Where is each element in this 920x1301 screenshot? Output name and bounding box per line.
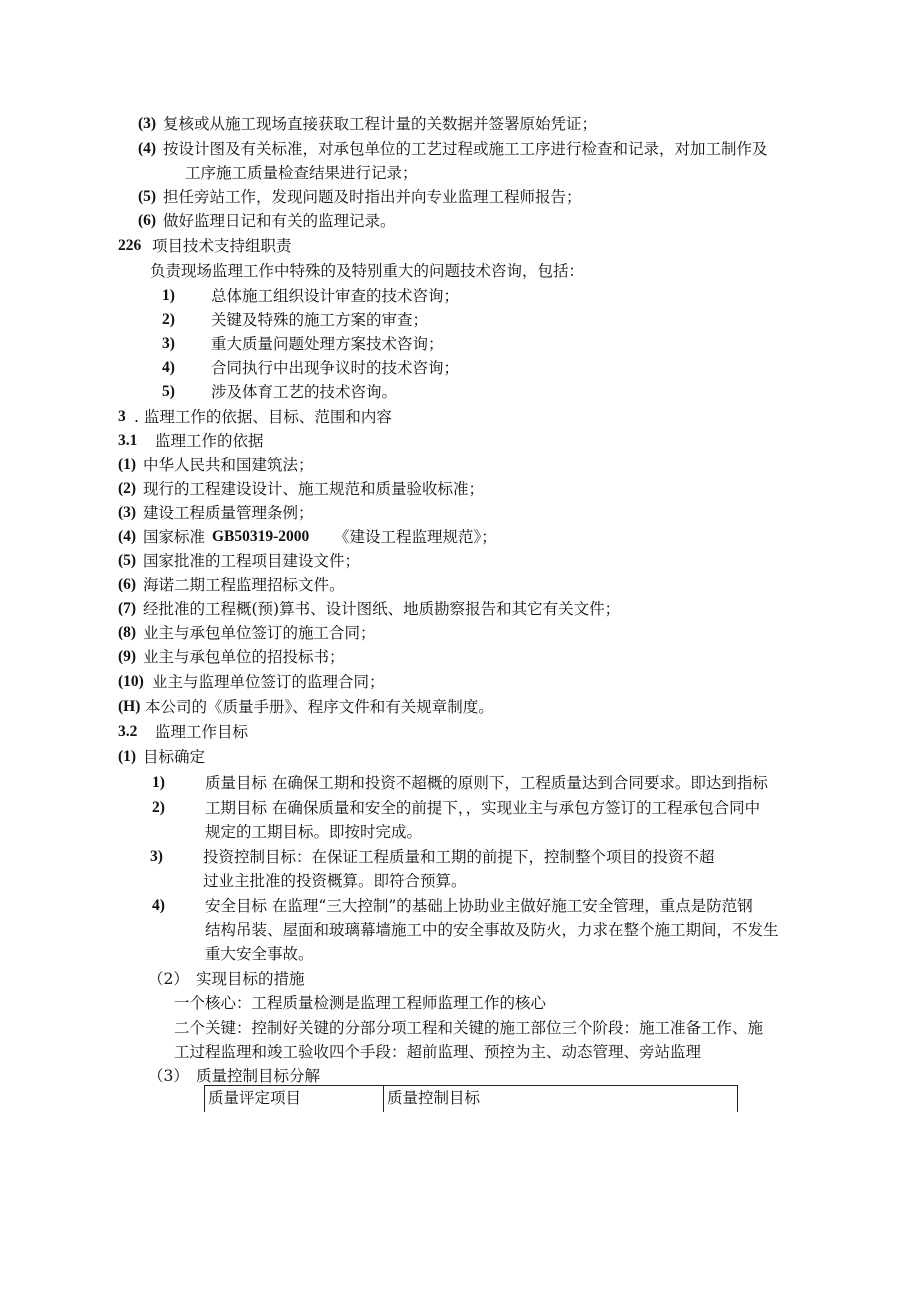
list-number: (1): [118, 456, 137, 473]
item-number: (3): [138, 115, 157, 132]
list-text: 国家标准: [143, 528, 206, 546]
list-text: 合同执行中出现争议时的技术咨询；: [211, 359, 460, 377]
section-number: 3.2: [118, 723, 138, 740]
list-number: 5): [162, 383, 175, 400]
list-text: 重大质量问题处理方案技术咨询；: [211, 335, 444, 353]
paragraph-line: 工过程监理和竣工验收四个手段：超前监理、预控为主、动态管理、旁站监理: [174, 1043, 702, 1061]
section-title: 监理工作的依据: [155, 432, 264, 450]
list-number: (3): [118, 504, 137, 521]
list-number: (5): [118, 552, 137, 569]
list-text-tail: 《建设工程监理规范》；: [334, 528, 497, 546]
item-text: 按设计图及有关标准，对承包单位的工艺过程或施工工序进行检查和记录，对加工制作及: [163, 140, 768, 158]
list-number: 1): [162, 287, 175, 304]
list-number: 3): [162, 335, 175, 352]
goal-text-continuation: 重大安全事故。: [205, 945, 314, 963]
sub-title: 质量控制目标分解: [196, 1067, 321, 1085]
list-text: 国家批准的工程项目建设文件；: [143, 552, 361, 570]
section-title: 监理工作目标: [155, 723, 249, 741]
item-number: (6): [138, 212, 157, 229]
goal-text: 工期目标 在确保质量和安全的前提下，，实现业主与承包方签订的工程承包合同中: [205, 799, 761, 817]
sub-title: 实现目标的措施: [196, 970, 305, 988]
item-text: 担任旁站工作，发现问题及时指出并向专业监理工程师报告；: [163, 188, 582, 206]
table-border-left: [204, 1086, 205, 1112]
list-number: (H): [118, 698, 141, 715]
list-text: 中华人民共和国建筑法；: [143, 456, 314, 474]
sub-number: （2）: [148, 970, 189, 988]
sub-number: (1): [118, 748, 137, 765]
list-number: (7): [118, 600, 137, 617]
goal-number: 2): [152, 799, 165, 816]
section-number: 3.1: [118, 432, 138, 449]
goal-text: 安全目标 在监理“三大控制”的基础上协助业主做好施工安全管理，重点是防范钢: [205, 897, 753, 915]
list-text: 业主与承包单位签订的施工合同；: [143, 624, 376, 642]
list-text: 建设工程质量管理条例；: [143, 504, 314, 522]
list-number: 2): [162, 311, 175, 328]
list-text: 业主与监理单位签订的监理合同；: [152, 673, 385, 691]
item-text: 复核或从施工现场直接获取工程计量的关数据并签署原始凭证；: [163, 115, 598, 133]
section-number: 226: [118, 237, 142, 254]
list-text: 经批准的工程概(预)算书、设计图纸、地质勘察报告和其它有关文件；: [143, 600, 621, 618]
list-text: 现行的工程建设设计、施工规范和质量验收标准；: [143, 480, 485, 498]
chapter-title: . 监理工作的依据、目标、范围和内容: [134, 408, 392, 426]
goal-text-continuation: 规定的工期目标。即按时完成。: [205, 823, 423, 841]
goal-number: 1): [152, 774, 165, 791]
list-text: 海诺二期工程监理招标文件。: [143, 576, 345, 594]
list-text: 本公司的《质量手册》、程序文件和有关规章制度。: [145, 698, 494, 716]
goal-text-continuation: 过业主批准的投资概算。即符合预算。: [203, 872, 467, 890]
chapter-number: 3: [118, 408, 126, 425]
standard-code: GB50319-2000: [212, 528, 310, 545]
list-number: (6): [118, 576, 137, 593]
item-text-continuation: 工序施工质量检查结果进行记录；: [185, 164, 418, 182]
list-number: (9): [118, 648, 137, 665]
list-number: (2): [118, 480, 137, 497]
list-text: 关键及特殊的施工方案的审查；: [211, 311, 429, 329]
goal-text-continuation: 结构吊装、屋面和玻璃幕墙施工中的安全事故及防火，力求在整个施工期间，不发生: [205, 921, 779, 939]
item-number: (5): [138, 188, 157, 205]
goal-number: 4): [152, 897, 165, 914]
table-border-right: [737, 1086, 738, 1112]
paragraph-line: 一个核心：工程质量检测是监理工程师监理工作的核心: [174, 994, 547, 1012]
list-number: (10): [118, 673, 144, 690]
item-number: (4): [138, 140, 157, 157]
goal-text: 投资控制目标：在保证工程质量和工期的前提下，控制整个项目的投资不超: [203, 848, 715, 866]
table-header-cell: 质量评定项目: [208, 1089, 302, 1107]
sub-number: （3）: [148, 1067, 189, 1085]
list-number: (4): [118, 528, 137, 545]
table-header-cell: 质量控制目标: [387, 1089, 481, 1107]
goal-number: 3): [150, 848, 163, 865]
list-text: 业主与承包单位的招投标书；: [143, 648, 345, 666]
goal-text: 质量目标 在确保工期和投资不超概的原则下，工程质量达到合同要求。即达到指标: [205, 774, 768, 792]
paragraph-line: 二个关键：控制好关键的分部分项工程和关键的施工部位三个阶段：施工准备工作、施: [174, 1019, 764, 1037]
list-number: 4): [162, 359, 175, 376]
list-number: (8): [118, 624, 137, 641]
list-text: 总体施工组织设计审查的技术咨询；: [211, 287, 460, 305]
table-column-divider: [383, 1086, 384, 1112]
list-text: 涉及体育工艺的技术咨询。: [211, 383, 398, 401]
sub-title: 目标确定: [143, 748, 206, 766]
item-text: 做好监理日记和有关的监理记录。: [163, 212, 396, 230]
section-title: 项目技术支持组职责: [152, 237, 292, 255]
quality-target-table: [204, 1085, 738, 1112]
section-intro: 负责现场监理工作中特殊的及特别重大的问题技术咨询，包括：: [150, 262, 585, 280]
